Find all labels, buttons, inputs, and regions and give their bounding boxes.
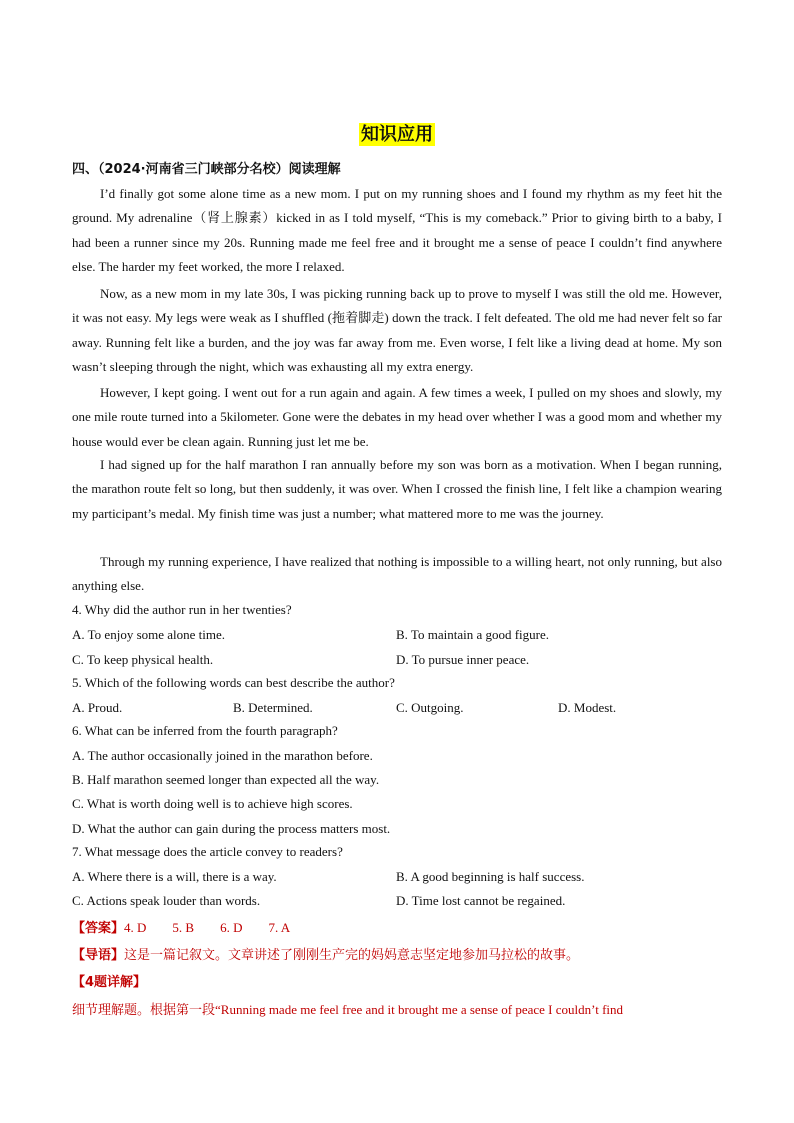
question-option: D. To pursue inner peace. xyxy=(396,652,530,667)
section-heading: 四、（2024·河南省三门峡部分名校）阅读理解 xyxy=(72,162,341,177)
question-stem: 4. Why did the author run in her twenties? xyxy=(72,602,292,617)
question-option: A. To enjoy some alone time. xyxy=(72,627,226,642)
question-option: D. What the author can gain during the process matters most. xyxy=(72,821,391,836)
question-option: B. To maintain a good figure. xyxy=(396,627,550,642)
question-option: B. Determined. xyxy=(233,700,313,715)
guide-label: 【导语】 xyxy=(72,948,125,963)
passage-paragraph: However, I kept going. I went out for a run again and again. A few times a week, I pulled on my shoes and slowly, my one mile route turned into a 5kilometer. Gone were the debates in my head over whether I was a good mom and whether my house would ever be clean again. Running just let me be. xyxy=(72,385,722,449)
page-title: 知识应用 xyxy=(361,124,433,145)
question-option: B. A good beginning is half success. xyxy=(396,869,585,884)
question-option: C. Outgoing. xyxy=(396,700,464,715)
passage-paragraph: Now, as a new mom in my late 30s, I was picking running back up to prove to myself I was still the old me. However, it was not easy. My legs were weak as I shuffled (拖着脚走) down the track. I felt defeated. The old me had never felt so far away. Running felt like a burden, and the joy was far away from me. Even worse, I felt like a living dead at home. My son wasn’t sleeping through the night, which was exhausting all my extra energy. xyxy=(72,286,722,375)
question-stem: 7. What message does the article convey to readers? xyxy=(72,844,343,859)
question-option: B. Half marathon seemed longer than expected all the way. xyxy=(72,772,380,787)
question-stem: 5. Which of the following words can best describe the author? xyxy=(72,675,395,690)
guide-line xyxy=(72,944,579,963)
question-option: A. The author occasionally joined in the marathon before. xyxy=(72,748,373,763)
detail-text-en: “Running made me feel free and it brought me a sense of peace I couldn’t find xyxy=(215,1002,624,1017)
passage-paragraph: Through my running experience, I have realized that nothing is impossible to a willing heart, not only running, but also anything else. xyxy=(72,554,722,594)
answer-label: 【答案】 xyxy=(72,921,125,936)
question-option: C. Actions speak louder than words. xyxy=(72,893,261,908)
detail-text-cn: 细节理解题。根据第一段 xyxy=(72,1003,216,1018)
question-option: C. What is worth doing well is to achieve high scores. xyxy=(72,796,353,811)
question-option: C. To keep physical health. xyxy=(72,652,214,667)
detail-label: 【4题详解】 xyxy=(72,975,147,990)
question-option: D. Modest. xyxy=(558,700,617,715)
passage-paragraph: I had signed up for the half marathon I ran annually before my son was born as a motivation. When I began running, the marathon route felt so long, but then suddenly, it was over. When I crossed the finish line, I felt like a champion wearing my participant’s medal. My finish time was just a number; what mattered more to me was the journey. xyxy=(72,457,722,521)
answer-line xyxy=(72,917,290,936)
question-option: D. Time lost cannot be regained. xyxy=(396,893,566,908)
guide-text: 这是一篇记叙文。文章讲述了刚刚生产完的妈妈意志坚定地参加马拉松的故事。 xyxy=(124,948,580,963)
question-stem: 6. What can be inferred from the fourth paragraph? xyxy=(72,723,338,738)
passage-paragraph: I’d finally got some alone time as a new mom. I put on my running shoes and I found my rhythm as my feet hit the ground. My adrenaline（肾上腺素）kicked in as I told myself, “This is my comeback.” Prior to giving birth to a baby, I had been a runner since my 20s. Running made me feel free and it brought me a sense of peace I couldn’t find anywhere else. The harder my feet worked, the more I relaxed. xyxy=(72,186,722,275)
answer-text: 4. D 5. B 6. D 7. A xyxy=(124,920,291,935)
question-option: A. Proud. xyxy=(72,700,123,715)
detail-line xyxy=(72,999,623,1018)
detail-heading xyxy=(72,971,146,990)
page-title-block xyxy=(0,120,794,146)
question-option: A. Where there is a will, there is a way. xyxy=(72,869,277,884)
